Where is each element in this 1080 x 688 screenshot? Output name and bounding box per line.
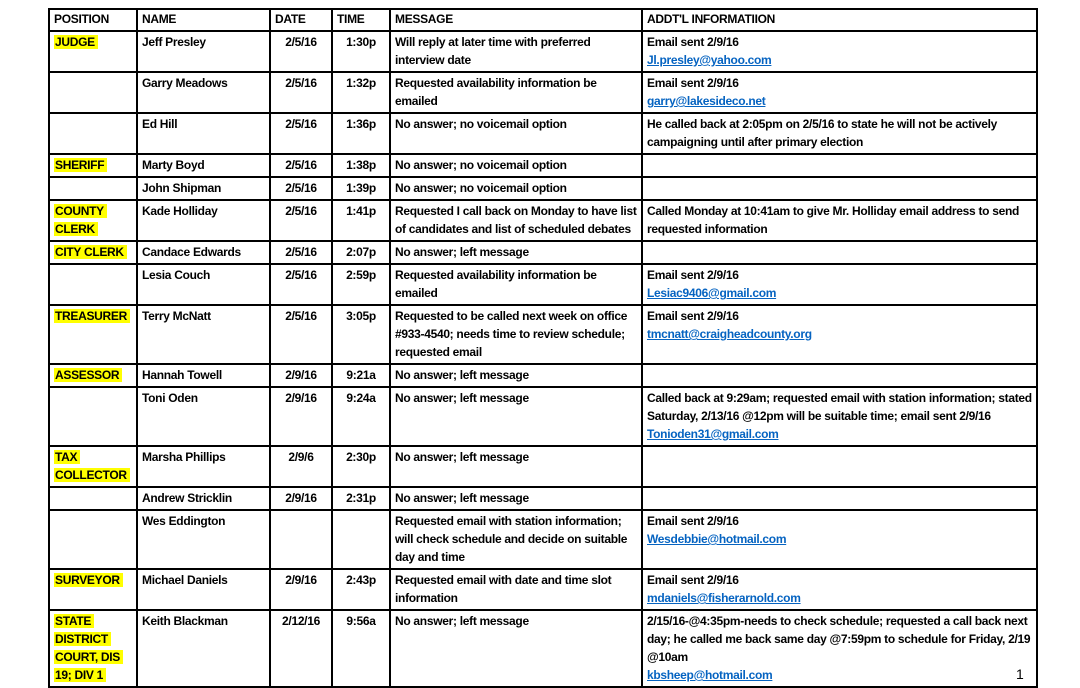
table-row bbox=[49, 446, 1037, 487]
message-cell: No answer; left message bbox=[390, 364, 642, 387]
message-cell: No answer; left message bbox=[390, 241, 642, 264]
addtl-text: Email sent 2/9/16 bbox=[647, 76, 739, 90]
time-cell: 2:07p bbox=[332, 241, 390, 264]
column-header-position: POSITION bbox=[49, 9, 137, 31]
date-cell: 2/5/16 bbox=[270, 241, 332, 264]
addtl-cell bbox=[642, 364, 1037, 387]
message-cell: No answer; left message bbox=[390, 610, 642, 687]
time-cell: 2:43p bbox=[332, 569, 390, 610]
email-link[interactable]: Lesiac9406@gmail.com bbox=[647, 286, 777, 300]
date-cell: 2/9/16 bbox=[270, 364, 332, 387]
table-row bbox=[49, 113, 1037, 154]
message-cell: Requested I call back on Monday to have list of candidates and list of scheduled debates bbox=[390, 200, 642, 241]
position-highlight: JUDGE bbox=[54, 35, 98, 49]
time-cell: 1:41p bbox=[332, 200, 390, 241]
column-header-message: MESSAGE bbox=[390, 9, 642, 31]
table-row bbox=[49, 569, 1037, 610]
time-cell: 1:30p bbox=[332, 31, 390, 72]
column-header-name: NAME bbox=[137, 9, 270, 31]
time-cell: 1:39p bbox=[332, 177, 390, 200]
message-cell: No answer; left message bbox=[390, 387, 642, 446]
addtl-cell bbox=[642, 241, 1037, 264]
time-cell: 3:05p bbox=[332, 305, 390, 364]
position-cell bbox=[49, 200, 137, 241]
column-header-addtl: ADDT'L INFORMATIION bbox=[642, 9, 1037, 31]
name-cell: Michael Daniels bbox=[137, 569, 270, 610]
date-cell: 2/9/16 bbox=[270, 487, 332, 510]
email-link[interactable]: garry@lakesideco.net bbox=[647, 94, 766, 108]
date-cell: 2/5/16 bbox=[270, 264, 332, 305]
name-cell: Wes Eddington bbox=[137, 510, 270, 569]
email-link[interactable]: Jl.presley@yahoo.com bbox=[647, 53, 772, 67]
time-cell: 1:32p bbox=[332, 72, 390, 113]
message-cell: No answer; no voicemail option bbox=[390, 154, 642, 177]
position-highlight: CITY CLERK bbox=[54, 245, 127, 259]
addtl-text: 2/15/16-@4:35pm-needs to check schedule; requested a call back next day; he called me back same day @7:59pm to schedule for Friday, 2/19 @10am bbox=[647, 614, 1031, 664]
position-cell bbox=[49, 154, 137, 177]
email-link[interactable]: kbsheep@hotmail.com bbox=[647, 668, 773, 682]
addtl-text: Called back at 9:29am; requested email with station information; stated Saturday, 2/13/16 @12pm will be suitable time; email sent 2/9/16 bbox=[647, 391, 1032, 423]
position-highlight: STATE DISTRICT COURT, DIS 19; DIV 1 bbox=[54, 614, 123, 682]
addtl-cell bbox=[642, 177, 1037, 200]
page-number: 1 bbox=[1016, 666, 1024, 682]
position-cell bbox=[49, 446, 137, 487]
position-highlight: SURVEYOR bbox=[54, 573, 123, 587]
date-cell: 2/9/6 bbox=[270, 446, 332, 487]
message-cell: No answer; no voicemail option bbox=[390, 177, 642, 200]
table-row bbox=[49, 177, 1037, 200]
addtl-text: Email sent 2/9/16 bbox=[647, 35, 739, 49]
name-cell: Andrew Stricklin bbox=[137, 487, 270, 510]
date-cell: 2/5/16 bbox=[270, 31, 332, 72]
message-cell: No answer; left message bbox=[390, 487, 642, 510]
message-cell: Requested availability information be emailed bbox=[390, 264, 642, 305]
name-cell: Candace Edwards bbox=[137, 241, 270, 264]
date-cell: 2/5/16 bbox=[270, 200, 332, 241]
table-row bbox=[49, 241, 1037, 264]
time-cell: 9:24a bbox=[332, 387, 390, 446]
time-cell: 2:30p bbox=[332, 446, 390, 487]
table-row bbox=[49, 305, 1037, 364]
addtl-cell bbox=[642, 510, 1037, 569]
addtl-text: He called back at 2:05pm on 2/5/16 to state he will not be actively campaigning until after primary election bbox=[647, 117, 998, 149]
table-row bbox=[49, 264, 1037, 305]
time-cell: 1:38p bbox=[332, 154, 390, 177]
position-highlight: TREASURER bbox=[54, 309, 130, 323]
table-row bbox=[49, 72, 1037, 113]
name-cell: Kade Holliday bbox=[137, 200, 270, 241]
addtl-cell bbox=[642, 569, 1037, 610]
column-header-date: DATE bbox=[270, 9, 332, 31]
message-cell: Requested email with station information; will check schedule and decide on suitable day and time bbox=[390, 510, 642, 569]
email-link[interactable]: Tonioden31@gmail.com bbox=[647, 427, 779, 441]
name-cell: Ed Hill bbox=[137, 113, 270, 154]
position-highlight: ASSESSOR bbox=[54, 368, 122, 382]
date-cell: 2/5/16 bbox=[270, 305, 332, 364]
position-cell bbox=[49, 569, 137, 610]
addtl-cell bbox=[642, 264, 1037, 305]
position-highlight: SHERIFF bbox=[54, 158, 107, 172]
addtl-cell bbox=[642, 610, 1037, 687]
addtl-cell bbox=[642, 113, 1037, 154]
addtl-cell bbox=[642, 200, 1037, 241]
addtl-cell bbox=[642, 446, 1037, 487]
message-cell: Will reply at later time with preferred interview date bbox=[390, 31, 642, 72]
column-header-time: TIME bbox=[332, 9, 390, 31]
date-cell: 2/5/16 bbox=[270, 113, 332, 154]
email-link[interactable]: Wesdebbie@hotmail.com bbox=[647, 532, 787, 546]
time-cell: 9:21a bbox=[332, 364, 390, 387]
addtl-cell bbox=[642, 305, 1037, 364]
position-cell bbox=[49, 113, 137, 154]
date-cell: 2/5/16 bbox=[270, 72, 332, 113]
position-cell bbox=[49, 387, 137, 446]
addtl-text: Email sent 2/9/16 bbox=[647, 309, 739, 323]
addtl-cell bbox=[642, 154, 1037, 177]
name-cell: Jeff Presley bbox=[137, 31, 270, 72]
addtl-text: Called Monday at 10:41am to give Mr. Holliday email address to send requested information bbox=[647, 204, 1020, 236]
name-cell: Garry Meadows bbox=[137, 72, 270, 113]
table-row bbox=[49, 487, 1037, 510]
name-cell: Keith Blackman bbox=[137, 610, 270, 687]
position-cell bbox=[49, 510, 137, 569]
position-highlight: TAX COLLECTOR bbox=[54, 450, 130, 482]
message-cell: Requested email with date and time slot information bbox=[390, 569, 642, 610]
position-cell bbox=[49, 305, 137, 364]
name-cell: Toni Oden bbox=[137, 387, 270, 446]
table-row bbox=[49, 31, 1037, 72]
date-cell bbox=[270, 510, 332, 569]
position-cell bbox=[49, 487, 137, 510]
position-cell bbox=[49, 241, 137, 264]
position-cell bbox=[49, 177, 137, 200]
position-cell bbox=[49, 31, 137, 72]
name-cell: Terry McNatt bbox=[137, 305, 270, 364]
name-cell: Marty Boyd bbox=[137, 154, 270, 177]
message-cell: No answer; left message bbox=[390, 446, 642, 487]
addtl-text: Email sent 2/9/16 bbox=[647, 514, 739, 528]
name-cell: John Shipman bbox=[137, 177, 270, 200]
message-cell: Requested to be called next week on office #933-4540; needs time to review schedule; requested email bbox=[390, 305, 642, 364]
header-row bbox=[49, 9, 1037, 31]
addtl-cell bbox=[642, 387, 1037, 446]
position-cell bbox=[49, 610, 137, 687]
position-highlight: COUNTY CLERK bbox=[54, 204, 107, 236]
table-row bbox=[49, 364, 1037, 387]
addtl-cell bbox=[642, 487, 1037, 510]
message-cell: Requested availability information be emailed bbox=[390, 72, 642, 113]
time-cell: 1:36p bbox=[332, 113, 390, 154]
position-cell bbox=[49, 72, 137, 113]
addtl-text: Email sent 2/9/16 bbox=[647, 268, 739, 282]
date-cell: 2/5/16 bbox=[270, 154, 332, 177]
date-cell: 2/5/16 bbox=[270, 177, 332, 200]
table-row bbox=[49, 510, 1037, 569]
table-row bbox=[49, 610, 1037, 687]
call-log-table bbox=[48, 8, 1038, 688]
name-cell: Lesia Couch bbox=[137, 264, 270, 305]
name-cell: Marsha Phillips bbox=[137, 446, 270, 487]
addtl-text: Email sent 2/9/16 bbox=[647, 573, 739, 587]
time-cell: 2:31p bbox=[332, 487, 390, 510]
addtl-cell bbox=[642, 72, 1037, 113]
table-row bbox=[49, 154, 1037, 177]
date-cell: 2/9/16 bbox=[270, 569, 332, 610]
name-cell: Hannah Towell bbox=[137, 364, 270, 387]
position-cell bbox=[49, 364, 137, 387]
date-cell: 2/12/16 bbox=[270, 610, 332, 687]
message-cell: No answer; no voicemail option bbox=[390, 113, 642, 154]
date-cell: 2/9/16 bbox=[270, 387, 332, 446]
addtl-cell bbox=[642, 31, 1037, 72]
time-cell: 2:59p bbox=[332, 264, 390, 305]
time-cell: 9:56a bbox=[332, 610, 390, 687]
position-cell bbox=[49, 264, 137, 305]
time-cell bbox=[332, 510, 390, 569]
table-row bbox=[49, 387, 1037, 446]
table-row bbox=[49, 200, 1037, 241]
email-link[interactable]: tmcnatt@craigheadcounty.org bbox=[647, 327, 812, 341]
email-link[interactable]: mdaniels@fisherarnold.com bbox=[647, 591, 801, 605]
